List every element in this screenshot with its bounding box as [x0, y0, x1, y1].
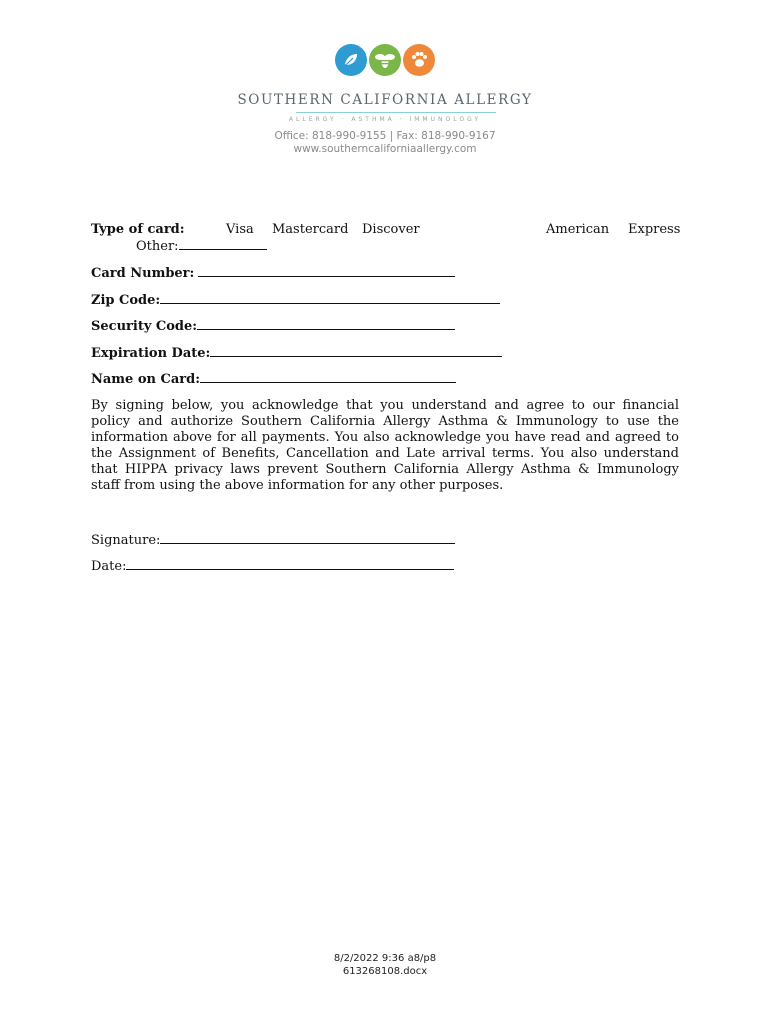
expiration-label: Expiration Date: — [91, 346, 211, 361]
brand-divider — [296, 112, 496, 113]
option-visa[interactable]: Visa — [226, 222, 254, 237]
card-type-label: Type of card: — [91, 222, 185, 237]
card-number-label: Card Number: — [91, 266, 195, 281]
expiration-field[interactable] — [210, 345, 502, 357]
authorization-paragraph: By signing below, you acknowledge that you understand and agree to our financial policy and authorize Southern California Allergy Asthma & Immunology to use the information above for all payments. You also acknowledge you have read and agreed to the Assignment of Benefits, Cancellation and Late arrival terms. You also understand that HIPPA privacy laws prevent Southern California Allergy Asthma & Immunology staff from using the above information for any other purposes. — [91, 398, 679, 493]
signature-label: Signature: — [91, 533, 161, 548]
logo — [0, 44, 770, 76]
footer-filename: 613268108.docx — [342, 966, 428, 977]
security-label: Security Code: — [91, 319, 198, 334]
option-express[interactable]: Express — [628, 222, 681, 237]
card-number-field[interactable] — [198, 265, 455, 277]
security-field[interactable] — [197, 318, 455, 330]
name-row — [91, 371, 456, 387]
option-other-label: Other: — [136, 239, 179, 254]
paw-icon — [403, 44, 435, 76]
leaf-icon — [335, 44, 367, 76]
option-other[interactable] — [136, 238, 267, 254]
security-row — [91, 318, 455, 334]
date-row — [91, 558, 454, 574]
date-field[interactable] — [126, 558, 454, 570]
expiration-row — [91, 345, 502, 361]
card-number-row — [91, 265, 455, 281]
signature-field[interactable] — [160, 532, 455, 544]
zip-field[interactable] — [160, 292, 500, 304]
signature-row — [91, 532, 455, 548]
contact-phone: Office: 818-990-9155 | Fax: 818-990-9167 — [274, 130, 496, 142]
option-discover[interactable]: Discover — [362, 222, 420, 237]
option-american[interactable]: American — [546, 222, 610, 237]
other-field[interactable] — [179, 238, 267, 250]
name-field[interactable] — [200, 371, 456, 383]
option-mastercard[interactable]: Mastercard — [272, 222, 349, 237]
card-type-row — [91, 222, 185, 237]
zip-label: Zip Code: — [91, 293, 161, 308]
zip-row — [91, 292, 500, 308]
contact-website[interactable]: www.southerncaliforniaallergy.com — [293, 143, 477, 155]
name-label: Name on Card: — [91, 372, 201, 387]
brand-tagline: ALLERGY · ASTHMA · IMMUNOLOGY — [288, 116, 482, 123]
bee-icon — [369, 44, 401, 76]
date-label: Date: — [91, 559, 127, 574]
brand-name: SOUTHERN CALIFORNIA ALLERGY — [237, 92, 533, 108]
footer-timestamp: 8/2/2022 9:36 a8/p8 — [333, 953, 437, 964]
